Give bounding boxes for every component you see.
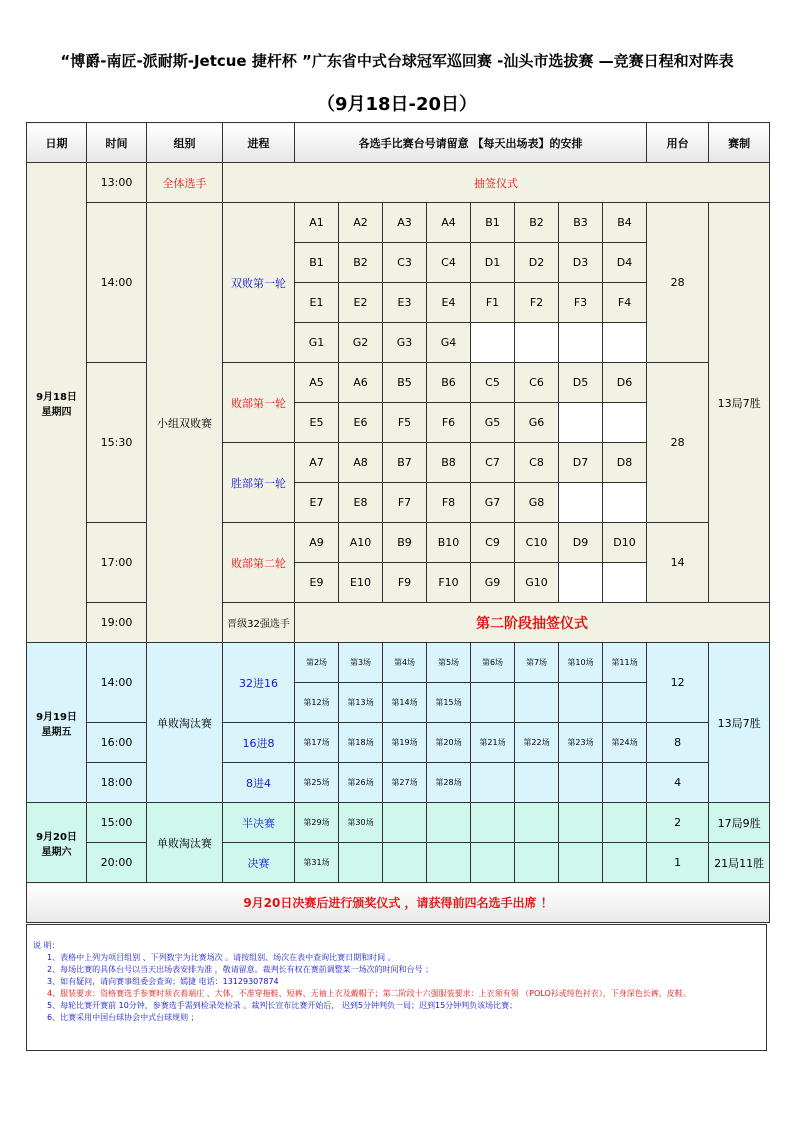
match-cell xyxy=(471,763,515,803)
stage-cell: 胜部第一轮 xyxy=(223,443,295,523)
match-cell: 第20场 xyxy=(427,723,471,763)
match-cell: 第31场 xyxy=(295,843,339,883)
match-cell: G6 xyxy=(515,403,559,443)
match-cell: D3 xyxy=(559,243,603,283)
match-cell xyxy=(339,843,383,883)
table-row xyxy=(27,163,770,203)
match-cell: 第11场 xyxy=(603,643,647,683)
match-cell xyxy=(515,803,559,843)
match-cell: C10 xyxy=(515,523,559,563)
match-cell: B9 xyxy=(383,523,427,563)
date-cell-day1 xyxy=(27,163,87,643)
note-item: 1、表格中上列为项目组别 、下列数字为比赛场次 。请按组别、场次在表中查询比赛日期和时间 。 xyxy=(47,953,396,962)
match-cell: G8 xyxy=(515,483,559,523)
match-cell xyxy=(471,843,515,883)
header-format: 赛制 xyxy=(709,123,770,163)
match-cell: C7 xyxy=(471,443,515,483)
tables-cell: 14 xyxy=(647,523,709,603)
date-cell-day3 xyxy=(27,803,87,883)
tables-cell: 2 xyxy=(647,803,709,843)
time-cell: 20:00 xyxy=(87,843,147,883)
match-cell: G4 xyxy=(427,323,471,363)
match-cell: F7 xyxy=(383,483,427,523)
match-cell: B1 xyxy=(295,243,339,283)
group-cell: 全体选手 xyxy=(147,163,223,203)
match-cell xyxy=(559,763,603,803)
match-cell: D5 xyxy=(559,363,603,403)
stage-cell: 败部第二轮 xyxy=(223,523,295,603)
time-cell: 15:30 xyxy=(87,363,147,523)
match-cell xyxy=(559,803,603,843)
match-cell: 第29场 xyxy=(295,803,339,843)
weekday-label: 星期四 xyxy=(41,406,72,418)
match-cell: 第19场 xyxy=(383,723,427,763)
table-row xyxy=(27,723,770,763)
match-cell: E8 xyxy=(339,483,383,523)
match-cell xyxy=(603,763,647,803)
match-cell: D8 xyxy=(603,443,647,483)
header-tables: 用台 xyxy=(647,123,709,163)
match-cell: E7 xyxy=(295,483,339,523)
match-cell: 第12场 xyxy=(295,683,339,723)
match-cell: 第10场 xyxy=(559,643,603,683)
header-row xyxy=(27,123,770,163)
match-cell xyxy=(471,323,515,363)
match-cell: A7 xyxy=(295,443,339,483)
tables-cell: 8 xyxy=(647,723,709,763)
match-cell xyxy=(515,843,559,883)
table-row xyxy=(27,603,770,643)
stage-cell: 32进16 xyxy=(223,643,295,723)
match-cell: E10 xyxy=(339,563,383,603)
match-cell: 第5场 xyxy=(427,643,471,683)
match-cell: F9 xyxy=(383,563,427,603)
time-cell: 17:00 xyxy=(87,523,147,603)
format-cell: 21局11胜 xyxy=(709,843,770,883)
match-cell: C9 xyxy=(471,523,515,563)
group-cell: 单败淘汰赛 xyxy=(147,803,223,883)
match-cell: 第28场 xyxy=(427,763,471,803)
table-row xyxy=(27,523,770,563)
match-cell: A10 xyxy=(339,523,383,563)
match-cell: 第26场 xyxy=(339,763,383,803)
match-cell: C5 xyxy=(471,363,515,403)
match-cell: E3 xyxy=(383,283,427,323)
tables-cell: 28 xyxy=(647,203,709,363)
match-cell: B2 xyxy=(515,203,559,243)
group-cell: 小组双败赛 xyxy=(147,203,223,643)
tables-cell: 12 xyxy=(647,643,709,723)
table-row xyxy=(27,843,770,883)
header-date: 日期 xyxy=(27,123,87,163)
match-cell xyxy=(559,483,603,523)
match-cell: E1 xyxy=(295,283,339,323)
match-cell: G10 xyxy=(515,563,559,603)
match-cell: F10 xyxy=(427,563,471,603)
weekday-label: 星期五 xyxy=(41,726,72,738)
time-cell: 15:00 xyxy=(87,803,147,843)
match-cell: 第17场 xyxy=(295,723,339,763)
second-stage-draw: 第二阶段抽签仪式 xyxy=(295,603,770,643)
document-title: “博爵-南匠-派耐斯-Jetcue 捷杆杯 ”广东省中式台球冠军巡回赛 -汕头市选拔赛 —竞赛日程和对阵表 xyxy=(60,52,734,70)
match-cell xyxy=(471,683,515,723)
match-cell: 第18场 xyxy=(339,723,383,763)
match-cell xyxy=(383,843,427,883)
match-cell: 第30场 xyxy=(339,803,383,843)
format-cell: 13局7胜 xyxy=(709,643,770,803)
match-cell: E4 xyxy=(427,283,471,323)
match-cell: 第23场 xyxy=(559,723,603,763)
match-cell xyxy=(559,403,603,443)
match-cell: E9 xyxy=(295,563,339,603)
match-cell xyxy=(559,843,603,883)
match-cell xyxy=(427,843,471,883)
draw-ceremony: 抽签仪式 xyxy=(223,163,770,203)
match-cell: F8 xyxy=(427,483,471,523)
match-cell: D2 xyxy=(515,243,559,283)
match-cell: D10 xyxy=(603,523,647,563)
match-cell: B10 xyxy=(427,523,471,563)
match-cell: C6 xyxy=(515,363,559,403)
match-cell: 第13场 xyxy=(339,683,383,723)
match-cell: B8 xyxy=(427,443,471,483)
notes-heading: 说 明： xyxy=(33,941,60,950)
time-cell: 13:00 xyxy=(87,163,147,203)
match-cell: E5 xyxy=(295,403,339,443)
match-cell: C4 xyxy=(427,243,471,283)
match-cell: G1 xyxy=(295,323,339,363)
schedule-table xyxy=(26,122,770,923)
match-cell: B2 xyxy=(339,243,383,283)
match-cell: A3 xyxy=(383,203,427,243)
match-cell: F4 xyxy=(603,283,647,323)
header-time: 时间 xyxy=(87,123,147,163)
note-item: 6、比赛采用中国台球协会中式台球规则 ； xyxy=(47,1013,199,1022)
match-cell: D4 xyxy=(603,243,647,283)
match-cell: A2 xyxy=(339,203,383,243)
match-cell: A8 xyxy=(339,443,383,483)
match-cell: B3 xyxy=(559,203,603,243)
time-cell: 16:00 xyxy=(87,723,147,763)
tables-cell: 28 xyxy=(647,363,709,523)
match-cell: F3 xyxy=(559,283,603,323)
note-item: 2、每场比赛的具体台号以当天出场表安排为准 ，敬请留意。裁判长有权在赛前调整某一场次的时间和台号 ； xyxy=(47,965,434,974)
match-cell xyxy=(515,683,559,723)
match-cell: B7 xyxy=(383,443,427,483)
time-cell: 18:00 xyxy=(87,763,147,803)
match-cell xyxy=(559,563,603,603)
match-cell: 第6场 xyxy=(471,643,515,683)
match-cell xyxy=(603,683,647,723)
match-cell: F2 xyxy=(515,283,559,323)
time-cell: 14:00 xyxy=(87,203,147,363)
note-item: 5、每轮比赛开赛前 10分钟，参赛选手需到检录处检录 。裁判长宣布比赛开始后， 迟到5分钟判负一局；迟到15分钟判负该场比赛； xyxy=(47,1001,518,1010)
match-cell: C3 xyxy=(383,243,427,283)
stage-cell: 半决赛 xyxy=(223,803,295,843)
match-cell: G3 xyxy=(383,323,427,363)
match-cell xyxy=(603,483,647,523)
match-cell: 第25场 xyxy=(295,763,339,803)
date-label: 9月18日 xyxy=(36,391,77,403)
match-cell: G7 xyxy=(471,483,515,523)
match-cell xyxy=(603,323,647,363)
header-group: 组别 xyxy=(147,123,223,163)
match-cell: F5 xyxy=(383,403,427,443)
match-cell: D6 xyxy=(603,363,647,403)
format-cell: 17局9胜 xyxy=(709,803,770,843)
match-cell: 第3场 xyxy=(339,643,383,683)
table-row xyxy=(27,363,770,403)
match-cell xyxy=(427,803,471,843)
match-cell: D9 xyxy=(559,523,603,563)
match-cell: 第22场 xyxy=(515,723,559,763)
table-row xyxy=(27,763,770,803)
match-cell xyxy=(515,763,559,803)
match-cell: A1 xyxy=(295,203,339,243)
table-row xyxy=(27,643,770,683)
match-cell xyxy=(559,323,603,363)
match-cell: G9 xyxy=(471,563,515,603)
tables-cell: 4 xyxy=(647,763,709,803)
match-cell: B5 xyxy=(383,363,427,403)
group-cell: 晋级32强选手 xyxy=(223,603,295,643)
note-item: 4、服装要求：资格赛选手参赛时须衣着端庄 、大体，不准穿拖鞋、短裤、无袖上衣及戴帽子；第二阶段十六强服装要求：上衣须有领 （POLO衫或纯色衬衣），下身深色长裤，皮鞋。 xyxy=(47,989,691,998)
match-cell: A5 xyxy=(295,363,339,403)
match-cell: D7 xyxy=(559,443,603,483)
header-stage: 进程 xyxy=(223,123,295,163)
match-cell: G2 xyxy=(339,323,383,363)
format-cell: 13局7胜 xyxy=(709,203,770,603)
weekday-label: 星期六 xyxy=(41,846,72,858)
match-cell: 第27场 xyxy=(383,763,427,803)
stage-cell: 8进4 xyxy=(223,763,295,803)
match-cell: A6 xyxy=(339,363,383,403)
match-cell: B6 xyxy=(427,363,471,403)
match-cell: B1 xyxy=(471,203,515,243)
time-cell: 19:00 xyxy=(87,603,147,643)
date-label: 9月19日 xyxy=(36,711,77,723)
match-cell xyxy=(603,803,647,843)
date-cell-day2 xyxy=(27,643,87,803)
match-cell: F1 xyxy=(471,283,515,323)
time-cell: 14:00 xyxy=(87,643,147,723)
match-cell: 第15场 xyxy=(427,683,471,723)
match-cell: B4 xyxy=(603,203,647,243)
group-cell: 单败淘汰赛 xyxy=(147,643,223,803)
match-cell: F6 xyxy=(427,403,471,443)
stage-cell: 双败第一轮 xyxy=(223,203,295,363)
match-cell: D1 xyxy=(471,243,515,283)
date-label: 9月20日 xyxy=(36,831,77,843)
tables-cell: 1 xyxy=(647,843,709,883)
match-cell xyxy=(603,403,647,443)
match-cell: E6 xyxy=(339,403,383,443)
award-notice: 9月20日决赛后进行颁奖仪式 ，请获得前四名选手出席 ！ xyxy=(27,883,770,923)
match-cell: 第21场 xyxy=(471,723,515,763)
stage-cell: 败部第一轮 xyxy=(223,363,295,443)
match-cell xyxy=(383,803,427,843)
table-row xyxy=(27,883,770,923)
table-row xyxy=(27,203,770,243)
match-cell: 第2场 xyxy=(295,643,339,683)
document-subtitle: （9月18日-20日） xyxy=(316,94,478,115)
match-cell xyxy=(559,683,603,723)
match-cell xyxy=(603,843,647,883)
match-cell: 第24场 xyxy=(603,723,647,763)
table-row xyxy=(27,803,770,843)
match-cell xyxy=(603,563,647,603)
match-cell: A4 xyxy=(427,203,471,243)
match-cell: 第14场 xyxy=(383,683,427,723)
match-cell xyxy=(471,803,515,843)
match-cell: 第7场 xyxy=(515,643,559,683)
match-cell: G5 xyxy=(471,403,515,443)
stage-cell: 决赛 xyxy=(223,843,295,883)
match-cell xyxy=(515,323,559,363)
notes-section xyxy=(26,924,767,1051)
stage-cell: 16进8 xyxy=(223,723,295,763)
match-cell: E2 xyxy=(339,283,383,323)
match-cell: A9 xyxy=(295,523,339,563)
match-cell: C8 xyxy=(515,443,559,483)
match-cell: 第4场 xyxy=(383,643,427,683)
header-arrangement: 各选手比赛台号请留意 【每天出场表】的安排 xyxy=(295,123,647,163)
note-item: 3、如有疑问，请向赛事组委会查询；嫣捷 电话：13129307874 xyxy=(47,977,279,986)
